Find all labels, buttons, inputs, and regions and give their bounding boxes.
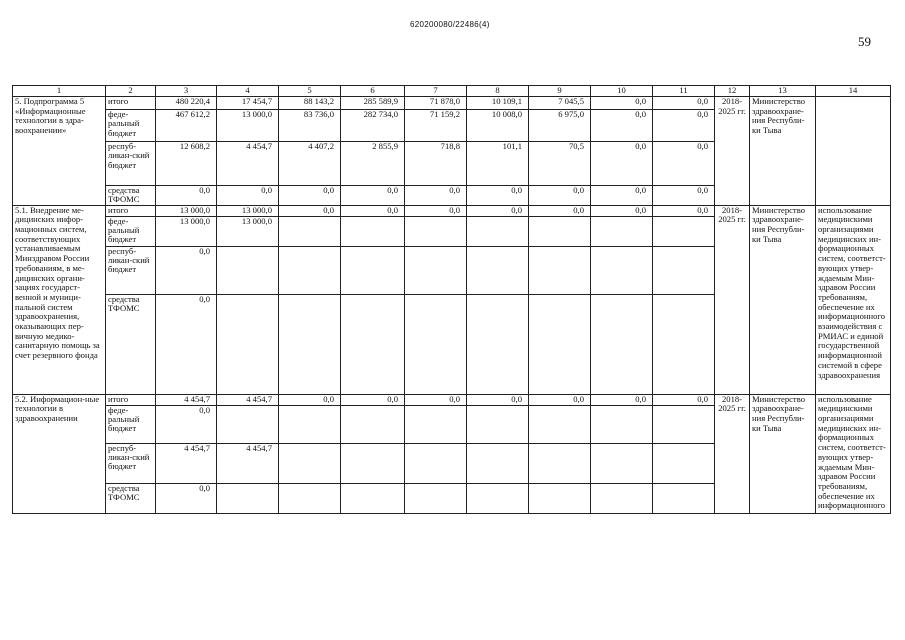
amount-cell: 71 878,0 [405,97,467,110]
table-row [13,205,891,216]
amount-cell [529,294,591,394]
funding-source: респуб-ликан-ский бюджет [106,246,156,294]
period-cell: 2018-2025 гг. [715,97,750,206]
amount-cell: 13 000,0 [156,205,217,216]
amount-cell: 0,0 [467,205,529,216]
column-number: 11 [653,86,715,97]
item-name: 5.1. Внедрение ме-дицинских инфор-мационных систем, соответствующих устанавливаемым Минздравом России требованиям, в ме-дицинских органи-зациях государст-венной и муници-пальной систем здравоохранения, оказывающих пер-вичную медико-санитарную помощь за счет резервного фонда [13,205,106,394]
amount-cell [405,405,467,443]
column-number: 12 [715,86,750,97]
period-cell: 2018-2025 гг. [715,394,750,513]
amount-cell: 7 045,5 [529,97,591,110]
amount-cell [653,443,715,483]
funding-source: феде-ральный бюджет [106,110,156,142]
amount-cell: 88 143,2 [279,97,341,110]
amount-cell: 0,0 [341,205,405,216]
funding-source: средства ТФОМС [106,186,156,206]
amount-cell: 13 000,0 [217,216,279,246]
column-number: 9 [529,86,591,97]
amount-cell: 0,0 [653,142,715,186]
amount-cell [529,483,591,513]
amount-cell [405,246,467,294]
amount-cell [467,216,529,246]
amount-cell: 4 454,7 [217,443,279,483]
funding-source: респуб-ликан-ский бюджет [106,142,156,186]
result-cell: использование медицинскими организациями медицинских ин-формационных систем, соответст-вующих утвер-ждаемым Мин-здравом России требованиям, обеспечение их информационного [816,394,891,513]
item-name: 5. Подпрограмма 5 «Информационные технологии в здра-воохранении» [13,97,106,206]
amount-cell: 12 608,2 [156,142,217,186]
amount-cell: 0,0 [217,186,279,206]
amount-cell: 0,0 [156,294,217,394]
page-number: 59 [858,34,871,49]
amount-cell [591,294,653,394]
column-number: 10 [591,86,653,97]
column-number: 5 [279,86,341,97]
amount-cell [591,443,653,483]
amount-cell [405,443,467,483]
column-number: 2 [106,86,156,97]
amount-cell [279,443,341,483]
funding-source: феде-ральный бюджет [106,405,156,443]
column-number: 14 [816,86,891,97]
amount-cell [405,294,467,394]
amount-cell: 0,0 [653,205,715,216]
funding-source: респуб-ликан-ский бюджет [106,443,156,483]
amount-cell [529,443,591,483]
amount-cell [467,483,529,513]
amount-cell [653,216,715,246]
amount-cell: 4 454,7 [217,142,279,186]
amount-cell [217,294,279,394]
amount-cell: 0,0 [653,186,715,206]
amount-cell [217,246,279,294]
amount-cell: 13 000,0 [217,110,279,142]
amount-cell [591,483,653,513]
column-number-row [13,86,891,97]
table-row [13,394,891,405]
amount-cell: 0,0 [156,246,217,294]
amount-cell: 71 159,2 [405,110,467,142]
amount-cell: 0,0 [156,405,217,443]
amount-cell: 0,0 [591,110,653,142]
amount-cell [653,483,715,513]
amount-cell [529,246,591,294]
amount-cell [279,405,341,443]
amount-cell: 101,1 [467,142,529,186]
amount-cell: 10 008,0 [467,110,529,142]
amount-cell [591,405,653,443]
column-number: 4 [217,86,279,97]
amount-cell [341,405,405,443]
amount-cell: 10 109,1 [467,97,529,110]
funding-source: средства ТФОМС [106,483,156,513]
amount-cell: 0,0 [653,110,715,142]
amount-cell [591,216,653,246]
amount-cell: 0,0 [591,142,653,186]
amount-cell [341,483,405,513]
amount-cell: 6 975,0 [529,110,591,142]
amount-cell: 0,0 [156,483,217,513]
executor-cell: Министерство здравоохране-ния Республи-ки Тыва [750,394,816,513]
funding-source: итого [106,394,156,405]
column-number: 3 [156,86,217,97]
amount-cell: 4 454,7 [156,394,217,405]
amount-cell [653,246,715,294]
amount-cell [405,216,467,246]
amount-cell [217,483,279,513]
amount-cell [341,216,405,246]
result-cell: использование медицинскими организациями медицинских ин-формационных систем, соответст-вующих утвер-ждаемым Мин-здравом России требованиям, обеспечение их информационного взаимодействия с РМИАС и единой государственной информационной системой в сфере здравоохранения [816,205,891,394]
amount-cell: 0,0 [653,394,715,405]
amount-cell [279,483,341,513]
amount-cell [341,294,405,394]
budget-table [12,85,891,514]
amount-cell [279,246,341,294]
amount-cell [467,294,529,394]
item-name: 5.2. Информацион-ные технологии в здравоохранении [13,394,106,513]
amount-cell: 0,0 [341,186,405,206]
amount-cell: 0,0 [156,186,217,206]
amount-cell: 0,0 [405,394,467,405]
amount-cell [467,246,529,294]
amount-cell: 0,0 [591,394,653,405]
amount-cell: 285 589,9 [341,97,405,110]
result-cell [816,97,891,206]
amount-cell [467,405,529,443]
amount-cell: 0,0 [591,97,653,110]
funding-source: средства ТФОМС [106,294,156,394]
amount-cell: 718,8 [405,142,467,186]
amount-cell [341,246,405,294]
amount-cell [279,294,341,394]
amount-cell: 0,0 [591,186,653,206]
amount-cell: 0,0 [529,186,591,206]
executor-cell: Министерство здравоохране-ния Республи-ки Тыва [750,205,816,394]
column-number: 8 [467,86,529,97]
amount-cell: 4 454,7 [156,443,217,483]
table-row [13,97,891,110]
amount-cell [653,294,715,394]
funding-source: итого [106,205,156,216]
amount-cell: 0,0 [653,97,715,110]
amount-cell: 0,0 [529,205,591,216]
amount-cell: 467 612,2 [156,110,217,142]
amount-cell [653,405,715,443]
amount-cell: 0,0 [591,205,653,216]
column-number: 7 [405,86,467,97]
amount-cell: 0,0 [529,394,591,405]
amount-cell: 0,0 [405,186,467,206]
amount-cell: 0,0 [467,394,529,405]
column-number: 1 [13,86,106,97]
amount-cell [279,216,341,246]
amount-cell: 0,0 [279,205,341,216]
amount-cell: 0,0 [405,205,467,216]
amount-cell: 2 855,9 [341,142,405,186]
amount-cell: 0,0 [467,186,529,206]
amount-cell [405,483,467,513]
amount-cell [467,443,529,483]
amount-cell: 17 454,7 [217,97,279,110]
amount-cell: 0,0 [279,394,341,405]
funding-source: итого [106,97,156,110]
executor-cell: Министерство здравоохране-ния Республи-ки Тыва [750,97,816,206]
amount-cell [341,443,405,483]
amount-cell [529,216,591,246]
amount-cell: 13 000,0 [156,216,217,246]
funding-source: феде-ральный бюджет [106,216,156,246]
amount-cell: 0,0 [279,186,341,206]
amount-cell: 13 000,0 [217,205,279,216]
column-number: 6 [341,86,405,97]
amount-cell: 0,0 [341,394,405,405]
amount-cell [217,405,279,443]
amount-cell: 282 734,0 [341,110,405,142]
column-number: 13 [750,86,816,97]
period-cell: 2018-2025 гг. [715,205,750,394]
amount-cell: 4 454,7 [217,394,279,405]
amount-cell [591,246,653,294]
amount-cell: 480 220,4 [156,97,217,110]
amount-cell: 4 407,2 [279,142,341,186]
amount-cell: 83 736,0 [279,110,341,142]
amount-cell: 70,5 [529,142,591,186]
amount-cell [529,405,591,443]
document-id: 620200080/22486(4) [410,20,490,29]
